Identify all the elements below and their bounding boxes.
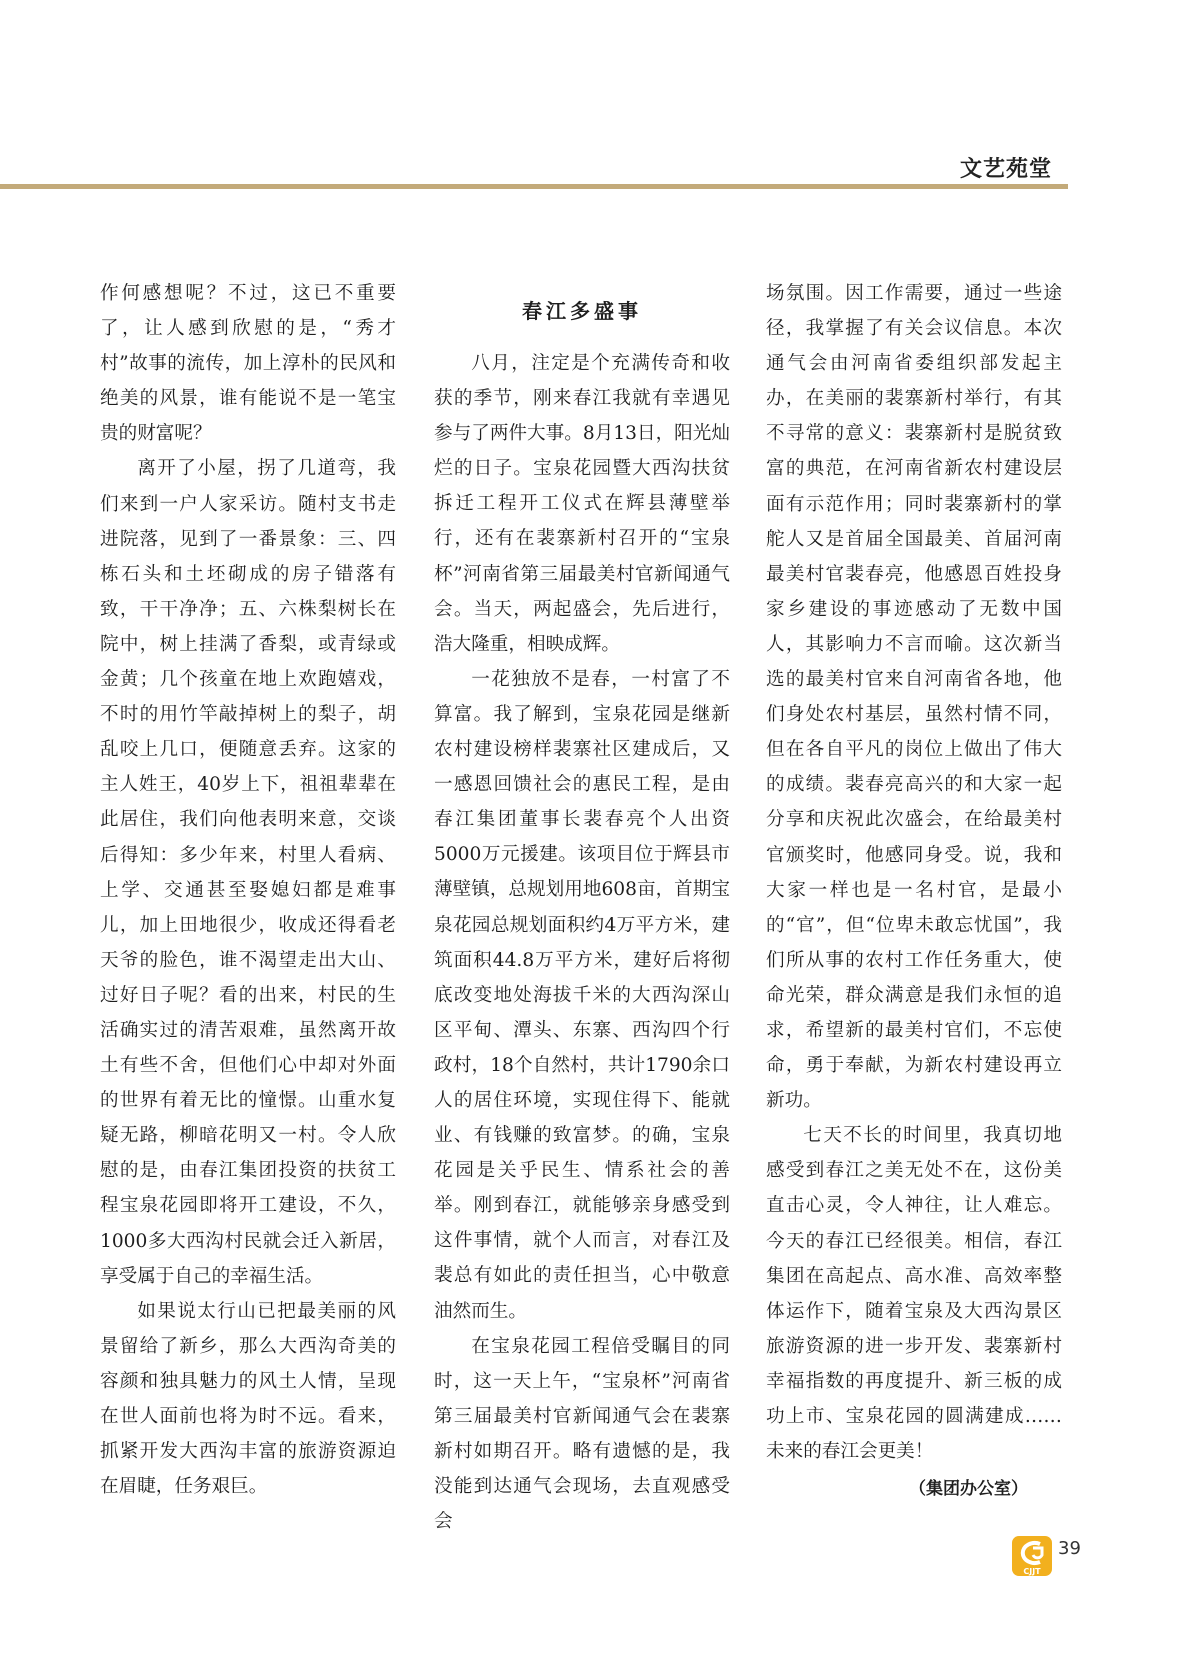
article-title: 春江多盛事 xyxy=(522,299,642,323)
col1-paragraph-1: 作何感想呢？不过，这已不重要了，让人感到欣慰的是，“秀才村”故事的流传，加上淳朴的民风和绝美的风景，谁有能说不是一笔宝贵的财富呢？ xyxy=(100,283,396,445)
column-1 xyxy=(100,276,396,1504)
col2-paragraph-3: 在宝泉花园工程倍受瞩目的同时，这一天上午，“宝泉杯”河南省第三届最美村官新闻通气会在裴寨新村如期召开。略有遗憾的是，我没能到达通气会现场，去直观感受会 xyxy=(434,1335,730,1533)
column-2 xyxy=(434,276,730,1539)
page-number: 39 xyxy=(1058,1538,1081,1559)
section-title: 文艺苑堂 xyxy=(960,157,1053,182)
col3-paragraph-2: 七天不长的时间里，我真切地感受到春江之美无处不在，这份美直击心灵，令人神往，让人难忘。今天的春江已经很美。相信，春江集团在高起点、高水准、高效率整体运作下，随着宝泉及大西沟景区旅游资源的进一步开发、裴寨新村幸福指数的再度提升、新三板的成功上市、宝泉花园的圆满建成……未来的春江会更美！ xyxy=(766,1125,1062,1463)
header-rule xyxy=(0,184,1068,189)
col2-paragraph-1: 八月，注定是个充满传奇和收获的季节，刚来春江我就有幸遇见参与了两件大事。8月13日，阳光灿烂的日子。宝泉花园暨大西沟扶贫拆迁工程开工仪式在辉县薄壁举行，还有在裴寨新村召开的“宝泉杯”河南省第三届最美村官新闻通气会。当天，两起盛会，先后进行，浩大隆重，相映成辉。 xyxy=(434,353,730,655)
logo-text: CJJT xyxy=(1023,1567,1041,1576)
col1-paragraph-3: 如果说太行山已把最美丽的风景留给了新乡，那么大西沟奇美的容颜和独具魅力的风土人情，呈现在世人面前也将为时不远。看来，抓紧开发大西沟丰富的旅游资源迫在眉睫，任务艰巨。 xyxy=(100,1300,396,1498)
cjjt-logo-icon xyxy=(1011,1535,1053,1577)
column-3 xyxy=(766,276,1062,1507)
article-signature: （集团办公室） xyxy=(909,1479,1028,1500)
col1-paragraph-2: 离开了小屋，拐了几道弯，我们来到一户人家采访。随村支书走进院落，见到了一番景象：三、四栋石头和土坯砌成的房子错落有致，干干净净；五、六株梨树长在院中，树上挂满了香梨，或青绿或金黄；几个孩童在地上欢跑嬉戏，不时的用竹竿敲掉树上的梨子，胡乱咬上几口，便随意丢弃。这家的主人姓王，40岁上下，祖祖辈辈在此居住，我们向他表明来意，交谈后得知：多少年来，村里人看病、上学、交通甚至娶媳妇都是难事儿，加上田地很少，收成还得看老天爷的脸色，谁不渴望走出大山、过好日子呢？看的出来，村民的生活确实过的清苦艰难，虽然离开故土有些不舍，但他们心中却对外面的世界有着无比的憧憬。山重水复疑无路，柳暗花明又一村。令人欣慰的是，由春江集团投资的扶贫工程宝泉花园即将开工建设，不久，1000多大西沟村民就会迁入新居，享受属于自己的幸福生活。 xyxy=(100,458,396,1287)
col2-paragraph-2: 一花独放不是春，一村富了不算富。我了解到，宝泉花园是继新农村建设榜样裴寨社区建成后，又一感恩回馈社会的惠民工程，是由春江集团董事长裴春亮个人出资5000万元援建。该项目位于辉县市薄壁镇，总规划用地608亩，首期宝泉花园总规划面积约4万平方米，建筑面积44.8万平方米，建好后将彻底改变地处海拔千米的大西沟深山区平甸、潭头、东寨、西沟四个行政村，18个自然村，共计1790余口人的居住环境，实现住得下、能就业、有钱赚的致富梦。的确，宝泉花园是关乎民生、情系社会的善举。刚到春江，就能够亲身感受到这件事情，就个人而言，对春江及裴总有如此的责任担当，心中敬意油然而生。 xyxy=(434,668,730,1322)
col3-paragraph-1: 场氛围。因工作需要，通过一些途径，我掌握了有关会议信息。本次通气会由河南省委组织部发起主办，在美丽的裴寨新村举行，有其不寻常的意义：裴寨新村是脱贫致富的典范，在河南省新农村建设层面有示范作用；同时裴寨新村的掌舵人又是首届全国最美、首届河南最美村官裴春亮，他感恩百姓投身家乡建设的事迹感动了无数中国人，其影响力不言而喻。这次新当选的最美村官来自河南省各地，他们身处农村基层，虽然村情不同，但在各自平凡的岗位上做出了伟大的成绩。裴春亮高兴的和大家一起分享和庆祝此次盛会，在给最美村官颁奖时，他感同身受。说，我和大家一样也是一名村官，是最小的“官”，但“位卑未敢忘忧国”，我们所从事的农村工作任务重大，使命光荣，群众满意是我们永恒的追求，希望新的最美村官们，不忘使命，勇于奉献，为新农村建设再立新功。 xyxy=(766,283,1062,1112)
